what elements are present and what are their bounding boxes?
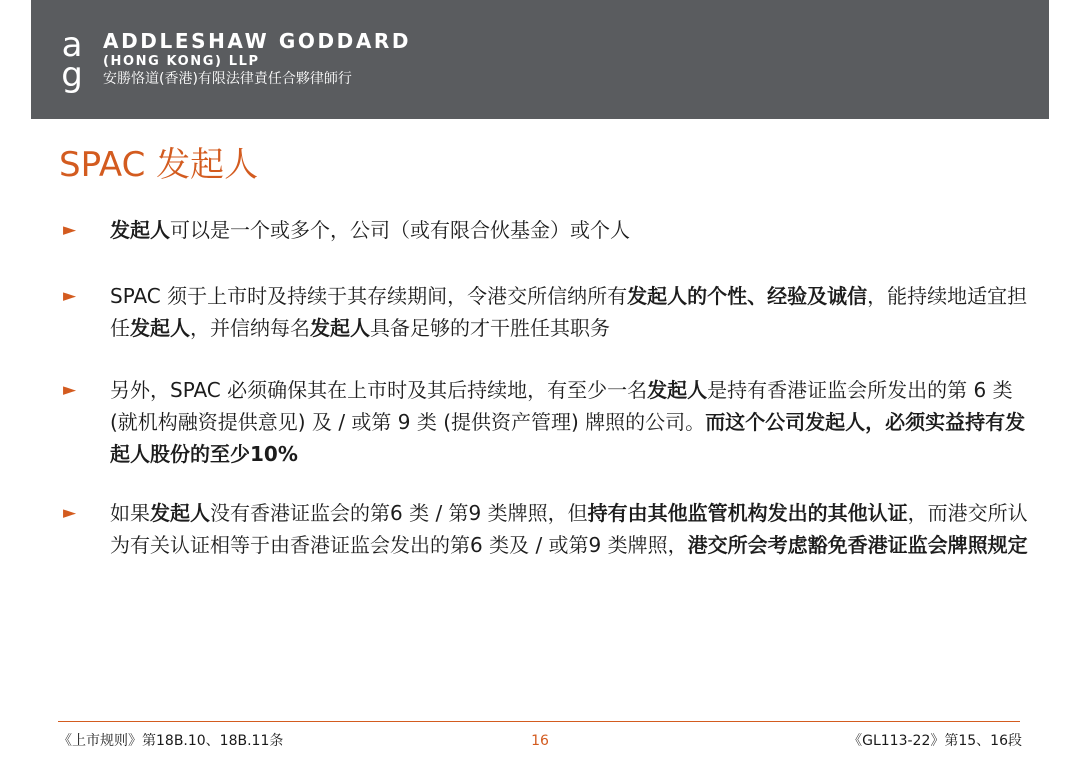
page-title: SPAC 发起人 <box>59 145 259 185</box>
firm-subname: (HONG KONG) LLP <box>103 54 260 69</box>
bullet-bold-text: 持有由其他监管机构发出的其他认证 <box>587 501 908 525</box>
bullet-plain-text: 如果 <box>110 501 150 525</box>
header-banner <box>31 0 1049 119</box>
firm-logo-icon <box>59 26 85 94</box>
footer-citation-left: 《上市规则》第18B.10、18B.11条 <box>58 733 284 749</box>
bullet-text <box>110 501 1028 557</box>
footer-divider <box>58 721 1020 722</box>
bullet-plain-text: 另外，SPAC 必须确保其在上市时及其后持续地，有至少一名 <box>110 378 648 402</box>
firm-name: ADDLESHAW GODDARD <box>103 29 412 53</box>
bullet-item <box>63 374 1033 471</box>
bullet-bold-text: 港交所会考虑豁免香港证监会牌照规定 <box>687 533 1028 557</box>
bullet-bold-text: 发起人 <box>130 316 190 340</box>
bullet-list <box>63 214 1033 594</box>
logo-letter-g: g <box>61 55 83 94</box>
bullet-plain-text: 可以是一个或多个，公司（或有限合伙基金）或个人 <box>170 218 630 242</box>
bullet-bold-text: 发起人 <box>647 378 708 402</box>
bullet-plain-text: 没有香港证监会的第6 类 / 第9 类牌照，但 <box>210 501 588 525</box>
bullet-plain-text: 是持有香港证监会所发出的第 6 类 (就机构融资提供意见) 及 / 或第 9 类 (提供资产管理) 牌照的公司。 <box>110 378 1013 434</box>
bullet-plain-text: ，并信纳每名 <box>190 316 310 340</box>
bullet-plain-text: ，而港交所认为有关认证相等于由香港证监会发出的第6 类及 / 或第9 类牌照， <box>110 501 1028 557</box>
bullet-arrow-icon: ► <box>63 380 77 400</box>
bullet-text <box>110 378 1025 466</box>
bullet-plain-text: ，能持续地适宜担任 <box>110 284 1028 340</box>
bullet-text <box>110 218 630 242</box>
bullet-bold-text: 发起人的个性、经验及诚信 <box>627 284 868 308</box>
firm-name-block <box>103 29 411 88</box>
bullet-bold-text: 发起人 <box>310 316 370 340</box>
bullet-item <box>63 214 1033 254</box>
logo-letter-a: a <box>61 26 83 65</box>
bullet-plain-text: 具备足够的才干胜任其职务 <box>370 316 610 340</box>
bullet-bold-text: 发起人 <box>150 501 210 525</box>
bullet-arrow-icon: ► <box>63 220 77 240</box>
bullet-text <box>110 284 1027 340</box>
footer-citation-right: 《GL113-22》第15、16段 <box>848 733 1022 749</box>
bullet-item <box>63 497 1033 594</box>
bullet-bold-text: 发起人 <box>110 218 170 242</box>
bullet-arrow-icon: ► <box>63 503 77 523</box>
firm-chinese-name: 安勝恪道(香港)有限法律責任合夥律師行 <box>103 71 352 87</box>
bullet-bold-text: 而这个公司发起人，必须实益持有发起人股份的至少10% <box>110 410 1026 466</box>
bullet-arrow-icon: ► <box>63 286 77 306</box>
bullet-item <box>63 280 1033 346</box>
bullet-plain-text: SPAC 须于上市时及持续于其存续期间，令港交所信纳所有 <box>110 284 628 308</box>
page-number: 16 <box>531 733 549 749</box>
